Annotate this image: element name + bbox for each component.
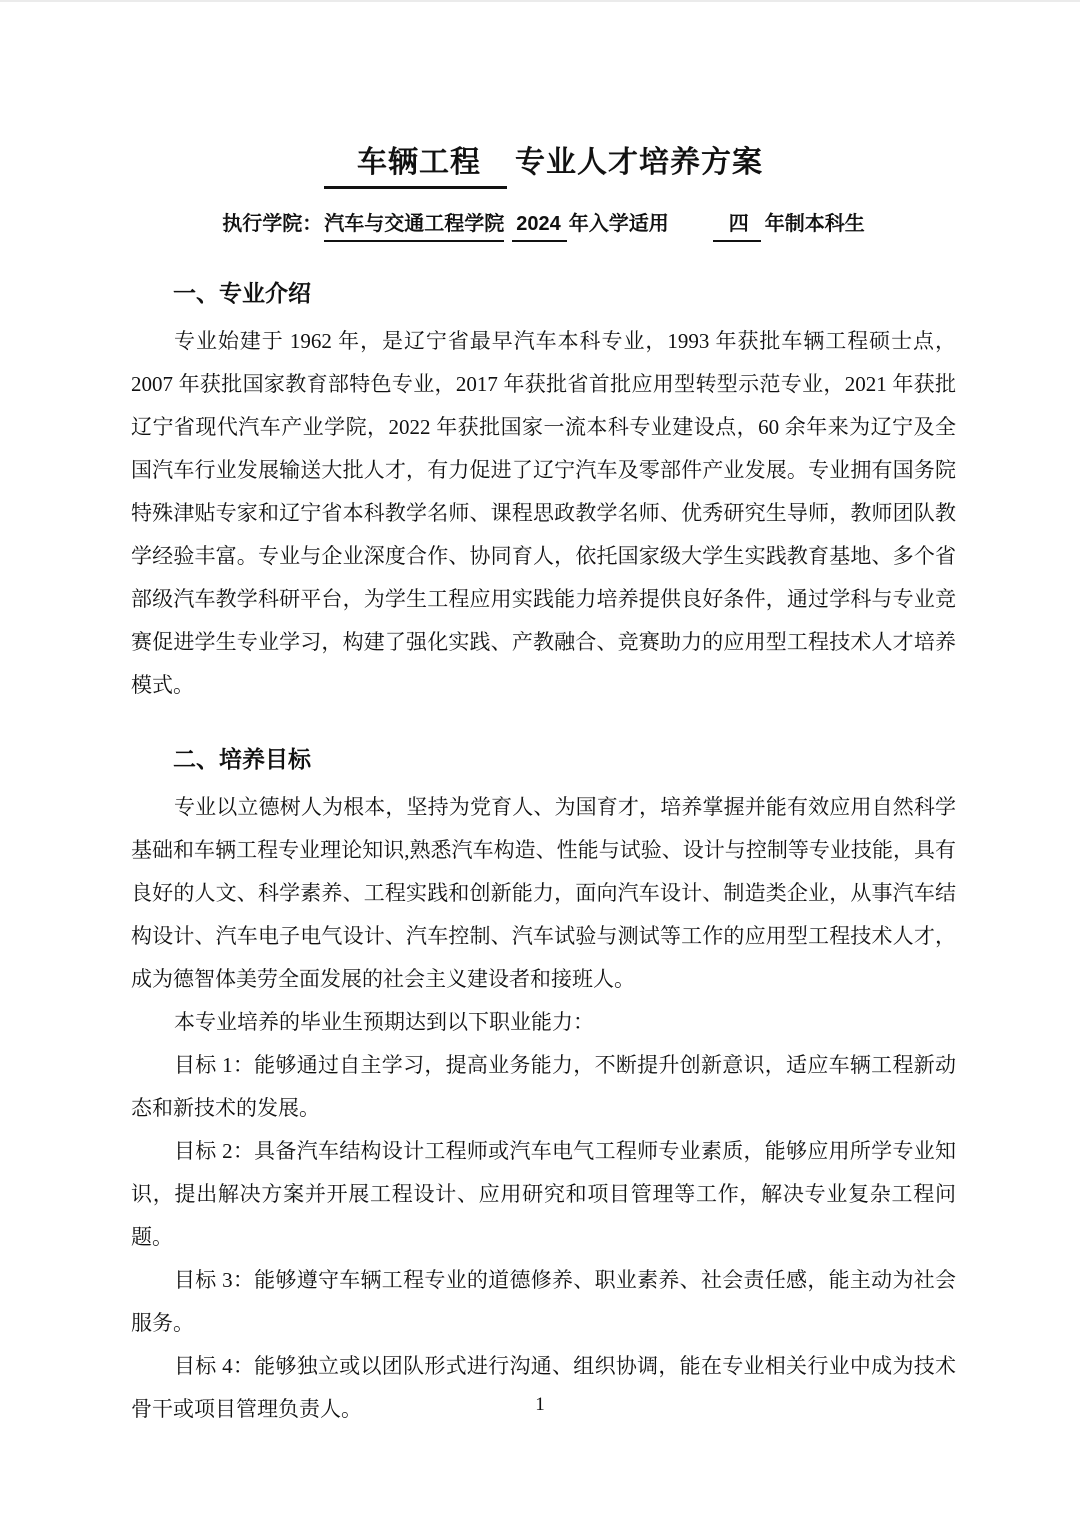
section-1-paragraph-intro: 专业始建于 1962 年，是辽宁省最早汽车本科专业，1993 年获批车辆工程硕士点，2007 年获批国家教育部特色专业，2017 年获批省首批应用型转型示范专业，2021 年获批辽宁省现代汽车产业学院，2022 年获批国家一流本科专业建设点，60 余年来为辽宁及全国汽车行业发展输送大批人才，有力促进了辽宁汽车及零部件产业发展。专业拥有国务院特殊津贴专家和辽宁省本科教学名师、课程思政教学名师、优秀研究生导师，教师团队教学经验丰富。专业与企业深度合作、协同育人，依托国家级大学生实践教育基地、多个省部级汽车教学科研平台，为学生工程应用实践能力培养提供良好条件，通过学科与专业竞赛促进学生专业学习，构建了强化实践、产教融合、竞赛助力的应用型工程技术人才培养模式。 <box>131 329 956 697</box>
subtitle-duration-underlined: 四 <box>713 209 761 242</box>
page-number: 1 <box>535 1394 545 1415</box>
subtitle-label: 执行学院： <box>222 213 323 235</box>
section-2-paragraph-goal-2: 目标 2：具备汽车结构设计工程师或汽车电气工程师专业素质，能够应用所学专业知识，提出解决方案并开展工程设计、应用研究和项目管理等工作，解决专业复杂工程问题。 <box>131 1139 956 1249</box>
document-subtitle <box>131 209 956 242</box>
section-2-heading: 二、培养目标 <box>173 746 311 772</box>
section-2-paragraph-leadin: 本专业培养的毕业生预期达到以下职业能力： <box>174 1010 594 1034</box>
subtitle-year-underlined: 2024 <box>512 209 567 242</box>
title-text: 专业人才培养方案 <box>515 146 763 179</box>
subtitle-college-underlined: 汽车与交通工程学院 <box>324 209 504 242</box>
title-major-name-underlined: 车辆工程 <box>324 141 507 189</box>
section-2-paragraph-goal-1: 目标 1：能够通过自主学习，提高业务能力，不断提升创新意识，适应车辆工程新动态和新技术的发展。 <box>131 1053 956 1120</box>
document-title <box>131 141 956 189</box>
subtitle-duration-suffix: 年制本科生 <box>764 213 865 235</box>
subtitle-year-suffix: 年入学适用 <box>568 213 669 235</box>
section-1-heading: 一、专业介绍 <box>173 280 311 306</box>
section-2-paragraph-goal-4: 目标 4：能够独立或以团队形式进行沟通、组织协调，能在专业相关行业中成为技术骨干或项目管理负责人。 <box>131 1354 956 1421</box>
section-2-paragraph-overview: 专业以立德树人为根本，坚持为党育人、为国育才，培养掌握并能有效应用自然科学基础和车辆工程专业理论知识,熟悉汽车构造、性能与试验、设计与控制等专业技能，具有良好的人文、科学素养、工程实践和创新能力，面向汽车设计、制造类企业，从事汽车结构设计、汽车电子电气设计、汽车控制、汽车试验与测试等工作的应用型工程技术人才，成为德智体美劳全面发展的社会主义建设者和接班人。 <box>131 795 956 991</box>
section-2-paragraph-goal-3: 目标 3：能够遵守车辆工程专业的道德修养、职业素养、社会责任感，能主动为社会服务。 <box>131 1268 956 1335</box>
